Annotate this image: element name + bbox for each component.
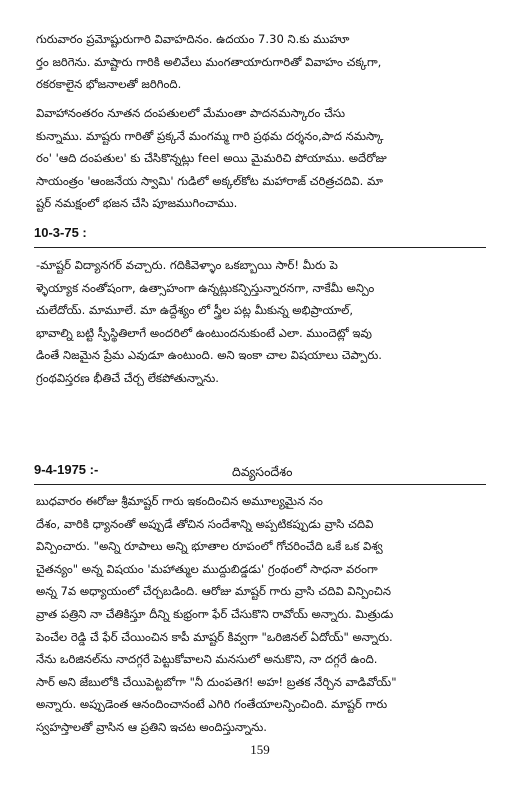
section-subtitle: దివ్యసందేశం — [232, 464, 293, 479]
paragraph-after-wedding: వివాహానంతరం నూతన దంపతులలో మేమంతా పాదనమస్కారం చేసు కున్నాము. మాష్టరు గారితో ప్రక్కనే మంగమ్మ గారి ప్రథమ దర్శనం,పాద నమస్కా రం' 'ఆది దంపతుల' కు చేసికొన్నట్లు feel అయి మైమరిచి పోయాము. అదేరోజు సాయంత్రం 'ఆంజనేయ స్వామి' గుడిలో అక్కల్‌కోట మహారాజ్ చరిత్రచదివి. మా ష్టర్ నమక్షంలో భజన చేసి పూజముగించాము. — [36, 106, 387, 211]
date-heading-1975-03-10: 10-3-75 : — [34, 225, 87, 240]
page-number: 159 — [250, 742, 270, 757]
heading-divider — [34, 484, 486, 485]
paragraph-divine-message: బుధవారం ఈరోజు శ్రీమాష్టర్ గారు ఇకందించిన అమూల్యమైన నం దేశం, వారికి ధ్యానంతో అప్పుడే తోచిన సందేశాన్ని అప్పటికప్పుడు వ్రాసి చదివి విన్పించారు. "అన్ని రూపాలు అన్ని భూతాల రూపంలో గోచరించేది ఒకే ఒక విశ్వ చైతన్యం" అన్న విషయం 'మహాత్ముల ముద్దుబిడ్డడు' గ్రంథంలో సాధనా వరంగా అన్న 7వ అధ్యాయంలో చేర్చబడింది. ఆరోజు మాష్టర్ గారు వ్రాసి చదివి విన్పించిన వ్రాత పత్రిని నా చేతికిస్తూ దీన్ని కుభ్రంగా ఫేర్ చేసుకొని రావోయ్ అన్నారు. మిత్రుడు పెంచేల రెడ్డి చే ఫేర్ చేయించిన కాపీ మాష్టర్ కివ్వగా "ఒరిజినల్ ఏదోయ్" అన్నారు. నేను ఒరిజినల్‌ను నాదగ్గరే పెట్టుకోవాలని మనసులో అనుకొని, నా దగ్గరే ఉంది. సార్ అని జేబులోకి చేయిపెట్టబోగా "నీ దుంపతెగ! అహ! బ్రతక నేర్చిన వాడివోయ్" అన్నారు. అప్పుడెంత ఆనందించానంటే ఎగిరి గంతేయాలన్పించింది. మాష్టర్ గారు స్వహస్తాలతో వ్రాసిన ఆ ప్రతిని ఇచట అందిస్తున్నాను. — [36, 494, 397, 734]
date-heading-1975-04-09: 9-4-1975 :- — [34, 462, 99, 477]
heading-divider — [34, 247, 486, 248]
paragraph-vidyanagar-visit: -మాష్టర్ విద్యానగర్ వచ్చారు. గదికివెళ్ళాం ఒకబ్బాయి సార్! మీరు పె ళ్ళెయ్యాక నంతోషంగా, ఉత్సాహంగా ఉన్నట్లుకన్పిస్తున్నారనగా, నాకేమీ అన్పిం చులేదోయ్. మామూలే. మా ఉద్దేశ్యం లో స్త్రీల పట్ల మీకున్న అభిప్రాయాల్, భావాల్ని బట్టి స్ఫీస్థితిలాగే అందరిలో ఉంటుందనుకుంటే ఎలా. ముందెట్లో ఇవు డింతే నిజమైన ప్రేమ ఎవుడూ ఉంటుంది. అని ఇంకా చాల విషయాలు చెప్పారు. గ్రంథవిస్తరణ భీతిచే చేర్చ లేకపోతున్నాను. — [36, 258, 382, 385]
paragraph-wedding-day: గురువారం ప్రమోష్టురుగారి వివాహదినం. ఉదయం 7.30 ని.కు ముహూ ర్తం జరిగెను. మాష్టారు గారికి అలివేలు మంగతాయారుగారితో వివాహం చక్కగా, రకరకాలైన భోజనాలతో జరిగింది. — [36, 32, 382, 92]
